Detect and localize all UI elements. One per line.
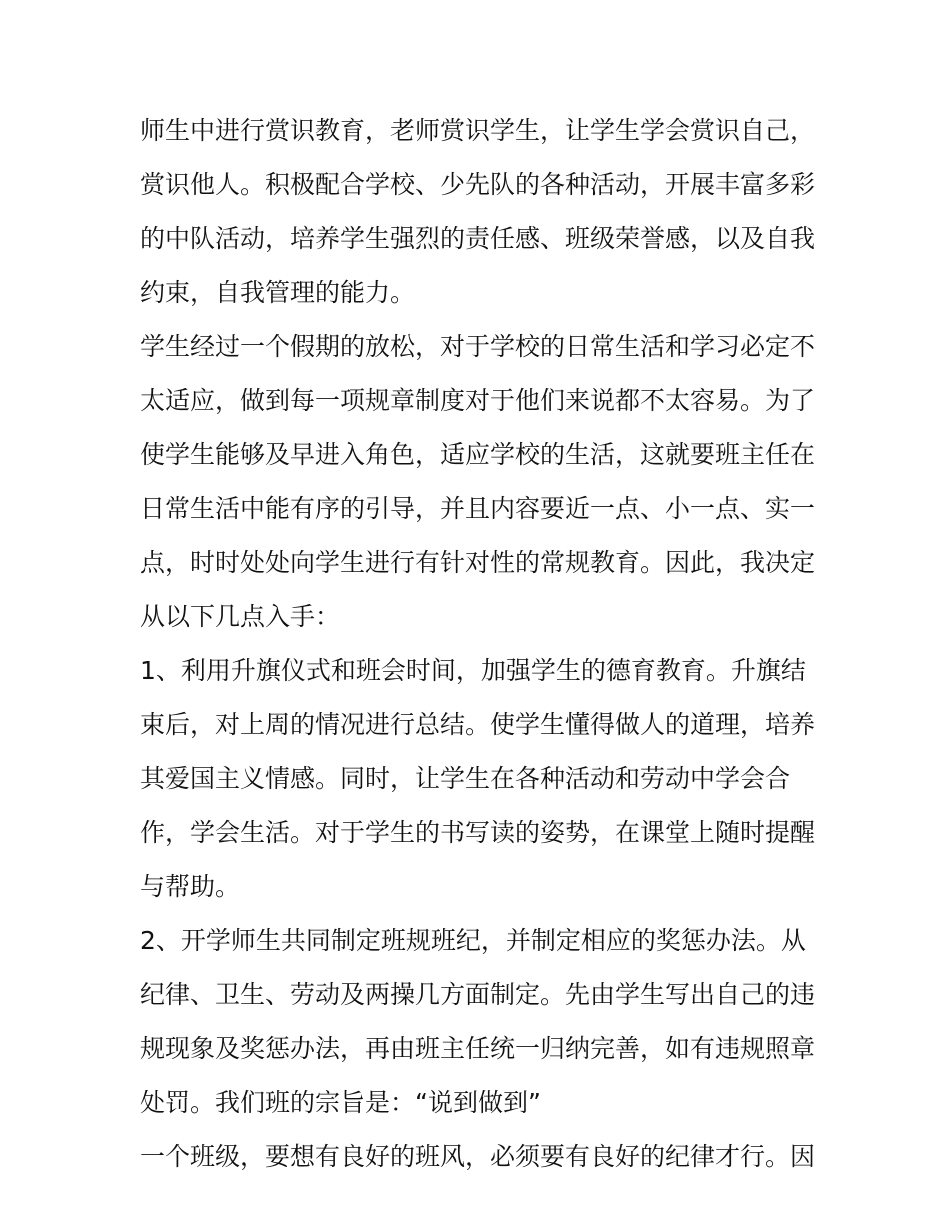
text-line: 其爱国主义情感。同时，让学生在各种活动和劳动中学会合 — [140, 764, 791, 793]
text-line: 规现象及奖惩办法，再由班主任统一归纳完善，如有违规照章 — [140, 1034, 816, 1063]
text-line: 点，时时处处向学生进行有针对性的常规教育。因此，我决定 — [140, 548, 816, 577]
text-line: 纪律、卫生、劳动及两操几方面制定。先由学生写出自己的违 — [140, 980, 816, 1009]
text-line: 赏识他人。积极配合学校、少先队的各种活动，开展丰富多彩 — [140, 170, 816, 199]
document-body — [140, 104, 820, 1184]
text-line: 与帮助。 — [140, 872, 241, 901]
text-line: 从以下几点入手： — [140, 602, 341, 631]
text-line: 的中队活动，培养学生强烈的责任感、班级荣誉感，以及自我 — [140, 224, 816, 253]
text-line: 使学生能够及早进入角色，适应学校的生活，这就要班主任在 — [140, 440, 816, 469]
text-line: 一个班级，要想有良好的班风，必须要有良好的纪律才行。因 — [140, 1142, 816, 1171]
text-line: 处罚。我们班的宗旨是：“说到做到” — [140, 1088, 541, 1117]
text-line: 约束，自我管理的能力。 — [140, 278, 416, 307]
text-line: 师生中进行赏识教育，老师赏识学生，让学生学会赏识自己， — [140, 116, 816, 145]
text-line: 太适应，做到每一项规章制度对于他们来说都不太容易。为了 — [140, 386, 816, 415]
text-line: 作，学会生活。对于学生的书写读的姿势，在课堂上随时提醒 — [140, 818, 816, 847]
text-line: 日常生活中能有序的引导，并且内容要近一点、小一点、实一 — [140, 494, 816, 523]
text-line: 学生经过一个假期的放松，对于学校的日常生活和学习必定不 — [140, 332, 816, 361]
text-line: 1、利用升旗仪式和班会时间，加强学生的德育教育。升旗结 — [140, 656, 806, 685]
text-line: 束后，对上周的情况进行总结。使学生懂得做人的道理，培养 — [140, 710, 816, 739]
text-line: 2、开学师生共同制定班规班纪，并制定相应的奖惩办法。从 — [140, 926, 806, 955]
